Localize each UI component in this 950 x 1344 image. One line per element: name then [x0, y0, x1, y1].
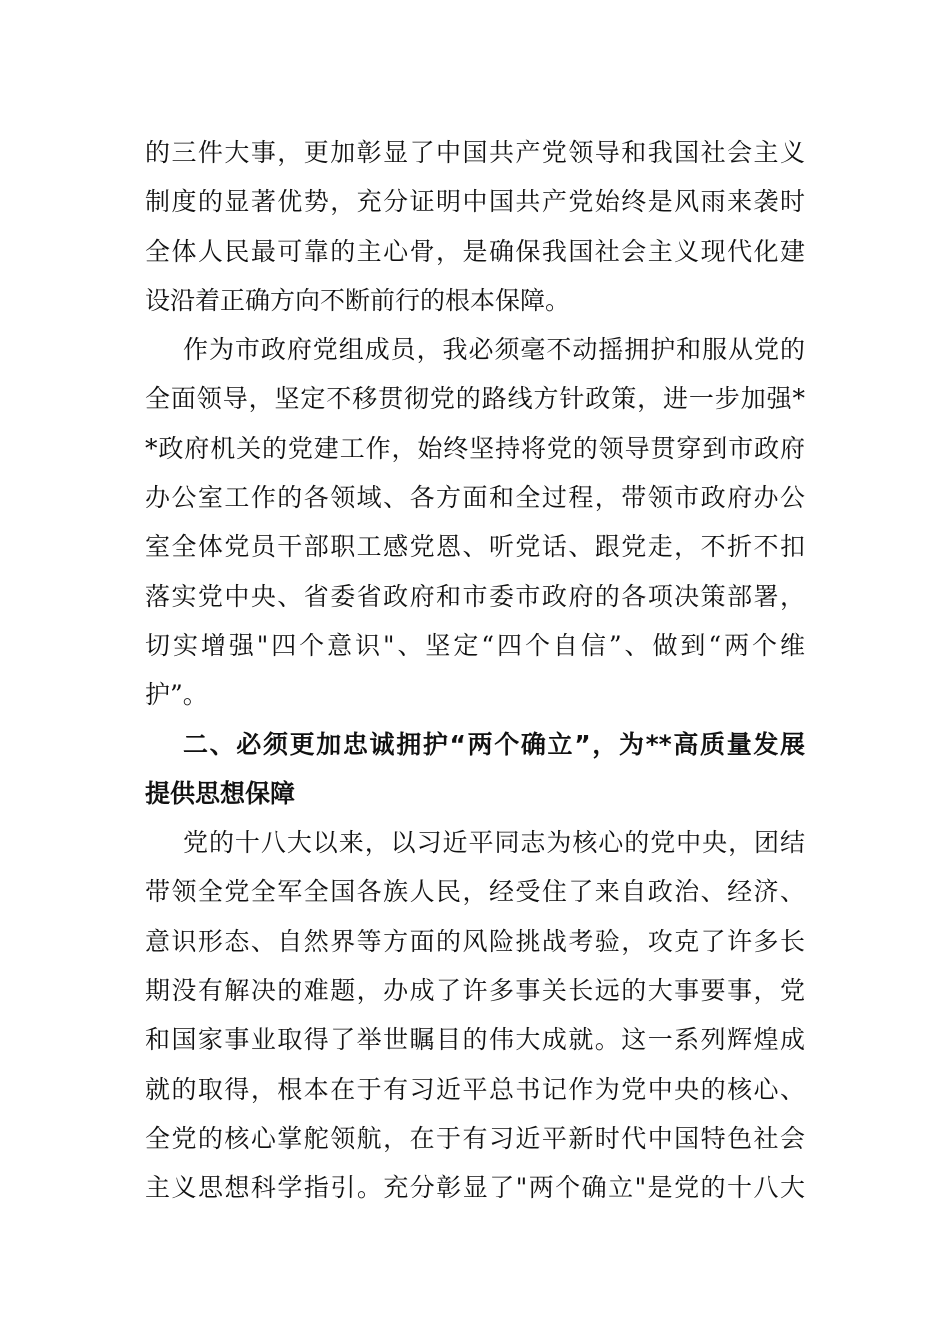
text-line: 落实党中央、省委省政府和市委市政府的各项决策部署， — [145, 581, 805, 611]
text-line: 的三件大事，更加彰显了中国共产党领导和我国社会主义 — [145, 138, 805, 167]
paragraph-1 — [145, 128, 805, 325]
section-heading-2 — [145, 720, 805, 819]
heading-line: 提供思想保障 — [145, 778, 296, 808]
text-line: 设沿着正确方向不断前行的根本保障。 — [145, 285, 571, 315]
text-line: 党的十八大以来，以习近平同志为核心的党中央，团结 — [183, 828, 805, 858]
paragraph-2 — [145, 325, 805, 719]
text-line: 切实增强"四个意识"、坚定“四个自信”、做到“两个维 — [145, 630, 805, 660]
text-line: 就的取得，根本在于有习近平总书记作为党中央的核心、 — [145, 1074, 805, 1104]
text-line: *政府机关的党建工作，始终坚持将党的领导贯穿到市政府 — [145, 433, 805, 463]
text-line: 主义思想科学指引。充分彰显了"两个确立"是党的十八大 — [145, 1173, 805, 1203]
text-line: 意识形态、自然界等方面的风险挑战考验，攻克了许多长 — [145, 926, 805, 956]
text-line: 室全体党员干部职工感党恩、听党话、跟党走，不折不扣 — [145, 532, 805, 562]
text-line: 护”。 — [145, 680, 208, 710]
heading-line: 二、必须更加忠诚拥护“两个确立”，为**高质量发展 — [183, 729, 805, 759]
text-line: 带领全党全军全国各族人民，经受住了来自政治、经济、 — [145, 877, 805, 907]
paragraph-3 — [145, 818, 805, 1212]
text-line: 制度的显著优势，充分证明中国共产党始终是风雨来袭时 — [145, 187, 805, 217]
text-line: 办公室工作的各领域、各方面和全过程，带领市政府办公 — [145, 483, 805, 513]
text-line: 作为市政府党组成员，我必须毫不动摇拥护和服从党的 — [183, 335, 805, 365]
text-line: 全体人民最可靠的主心骨，是确保我国社会主义现代化建 — [145, 236, 805, 266]
text-line: 期没有解决的难题，办成了许多事关长远的大事要事，党 — [145, 976, 805, 1006]
text-line: 全党的核心掌舵领航，在于有习近平新时代中国特色社会 — [145, 1123, 805, 1153]
document-body — [145, 128, 805, 1213]
text-line: 全面领导，坚定不移贯彻党的路线方针政策，进一步加强* — [145, 384, 805, 414]
text-line: 和国家事业取得了举世瞩目的伟大成就。这一系列辉煌成 — [145, 1025, 805, 1055]
